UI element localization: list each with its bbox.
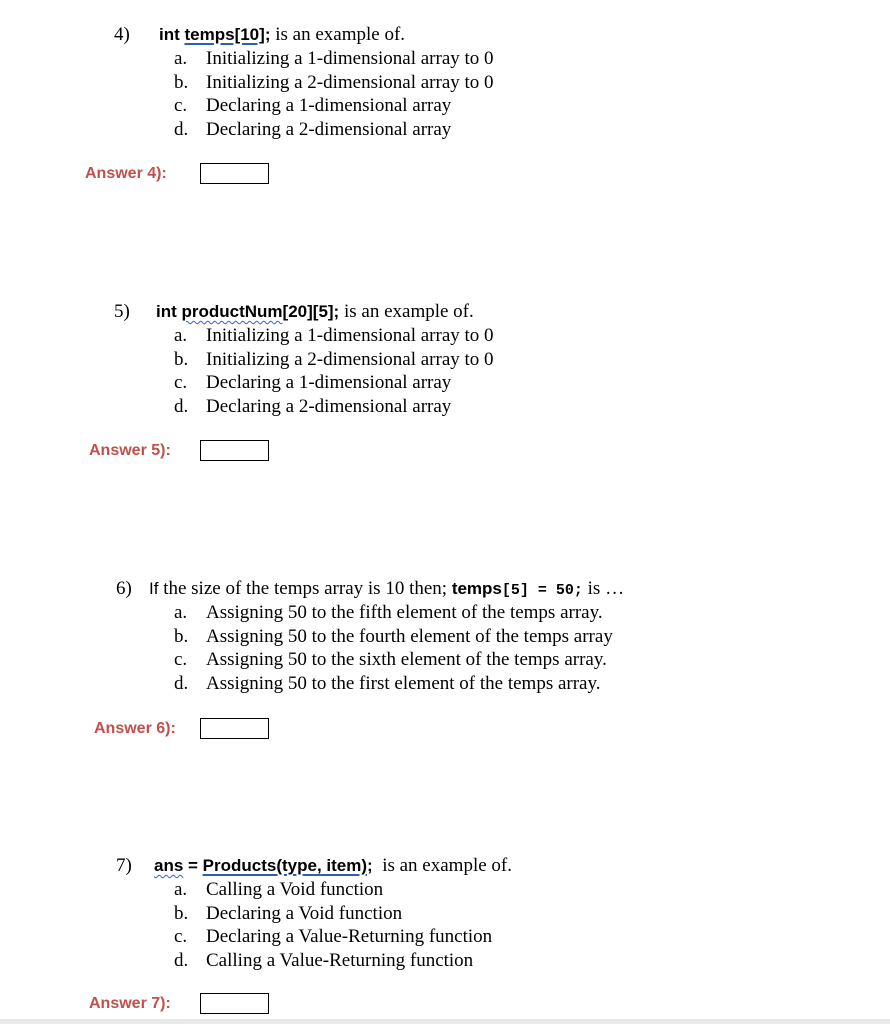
- option-letter: b.: [174, 348, 189, 370]
- option-text: Calling a Value-Returning function: [206, 949, 474, 971]
- answer-4-label: Answer 4):: [85, 165, 167, 182]
- option-letter: d.: [174, 395, 189, 417]
- answer-4-input[interactable]: [200, 163, 269, 184]
- answer-5-row: [0, 440, 280, 464]
- option-text: Assigning 50 to the fourth element of the temps array: [206, 625, 613, 647]
- option-b: [174, 348, 494, 372]
- option-d: [174, 672, 613, 696]
- code-operator: =: [183, 856, 203, 875]
- option-b: [174, 71, 494, 95]
- option-a: [174, 878, 492, 902]
- option-letter: a.: [174, 325, 188, 346]
- options-list: [174, 601, 613, 695]
- option-c: [174, 371, 494, 395]
- option-b: [174, 625, 613, 649]
- stem-text: is an example of.: [270, 24, 406, 45]
- option-letter: d.: [174, 949, 189, 971]
- answer-5-input[interactable]: [200, 440, 269, 461]
- code-variable: ans: [154, 856, 184, 875]
- option-text: Assigning 50 to the fifth element of the temps array.: [206, 602, 603, 623]
- option-text: Assigning 50 to the sixth element of the temps array.: [206, 649, 607, 670]
- option-text: Declaring a 2-dimensional array: [206, 118, 452, 140]
- option-letter: d.: [174, 118, 189, 140]
- code-identifier: productNum: [181, 302, 283, 321]
- option-d: [174, 395, 494, 419]
- stem-text: is an example of.: [339, 301, 474, 322]
- option-letter: a.: [174, 48, 188, 69]
- answer-6-input[interactable]: [200, 718, 269, 739]
- option-letter: c.: [174, 372, 188, 393]
- code-function-call: Products(type, item): [202, 856, 368, 875]
- option-letter: c.: [174, 649, 188, 670]
- option-a: [174, 47, 494, 71]
- question-7-stem: [116, 855, 512, 877]
- question-4-stem: [114, 24, 405, 46]
- code-suffix: ;: [367, 856, 373, 875]
- options-list: [174, 878, 492, 972]
- answer-7-input[interactable]: [200, 993, 269, 1014]
- option-b: [174, 902, 492, 926]
- option-letter: b.: [174, 71, 189, 93]
- code-keyword: int: [159, 25, 185, 44]
- answer-6-row: [0, 718, 280, 742]
- option-c: [174, 648, 613, 672]
- code-identifier: temps[10]: [184, 25, 265, 44]
- options-list: [174, 324, 494, 418]
- option-text: Declaring a 1-dimensional array: [206, 95, 452, 116]
- option-text: Initializing a 1-dimensional array to 0: [206, 48, 494, 69]
- option-letter: b.: [174, 902, 189, 924]
- code-suffix: ;: [264, 25, 271, 44]
- option-letter: d.: [174, 672, 189, 694]
- option-a: [174, 324, 494, 348]
- option-text: Declaring a Void function: [206, 902, 403, 924]
- code-suffix: [20][5];: [282, 302, 340, 321]
- stem-text: the size of the temps array is 10 then;: [158, 578, 452, 599]
- option-text: Declaring a 2-dimensional array: [206, 395, 452, 417]
- question-number: 7): [116, 855, 132, 876]
- option-letter: a.: [174, 602, 188, 623]
- code-keyword: int: [156, 302, 182, 321]
- option-c: [174, 94, 494, 118]
- question-number: 5): [114, 301, 130, 322]
- option-letter: c.: [174, 926, 188, 947]
- question-number: 4): [114, 24, 130, 45]
- question-6-stem: [116, 578, 624, 602]
- stem-text: is an example of.: [372, 855, 512, 876]
- options-list: [174, 47, 494, 141]
- option-text: Initializing a 2-dimensional array to 0: [206, 71, 494, 93]
- option-text: Initializing a 1-dimensional array to 0: [206, 325, 494, 346]
- option-text: Calling a Void function: [206, 879, 384, 900]
- answer-5-label: Answer 5):: [89, 442, 171, 459]
- option-text: Assigning 50 to the first element of the temps array.: [206, 672, 601, 694]
- option-a: [174, 601, 613, 625]
- option-d: [174, 118, 494, 142]
- option-c: [174, 925, 492, 949]
- answer-7-row: [0, 993, 280, 1017]
- option-text: Initializing a 2-dimensional array to 0: [206, 348, 494, 370]
- option-text: Declaring a Value-Returning function: [206, 926, 493, 947]
- stem-tail: is …: [582, 578, 625, 599]
- answer-6-label: Answer 6):: [94, 720, 176, 737]
- question-5-stem: [114, 301, 474, 323]
- option-text: Declaring a 1-dimensional array: [206, 372, 452, 393]
- code-assignment: [5] = 50;: [501, 582, 583, 599]
- page-bottom-edge: [0, 1019, 890, 1024]
- code-identifier: temps: [451, 579, 502, 598]
- option-d: [174, 949, 492, 973]
- option-letter: b.: [174, 625, 189, 647]
- option-letter: c.: [174, 95, 188, 116]
- question-number: 6): [116, 578, 132, 599]
- answer-4-row: [0, 163, 280, 187]
- option-letter: a.: [174, 879, 188, 900]
- answer-7-label: Answer 7):: [89, 995, 171, 1012]
- stem-lead: If: [149, 579, 159, 598]
